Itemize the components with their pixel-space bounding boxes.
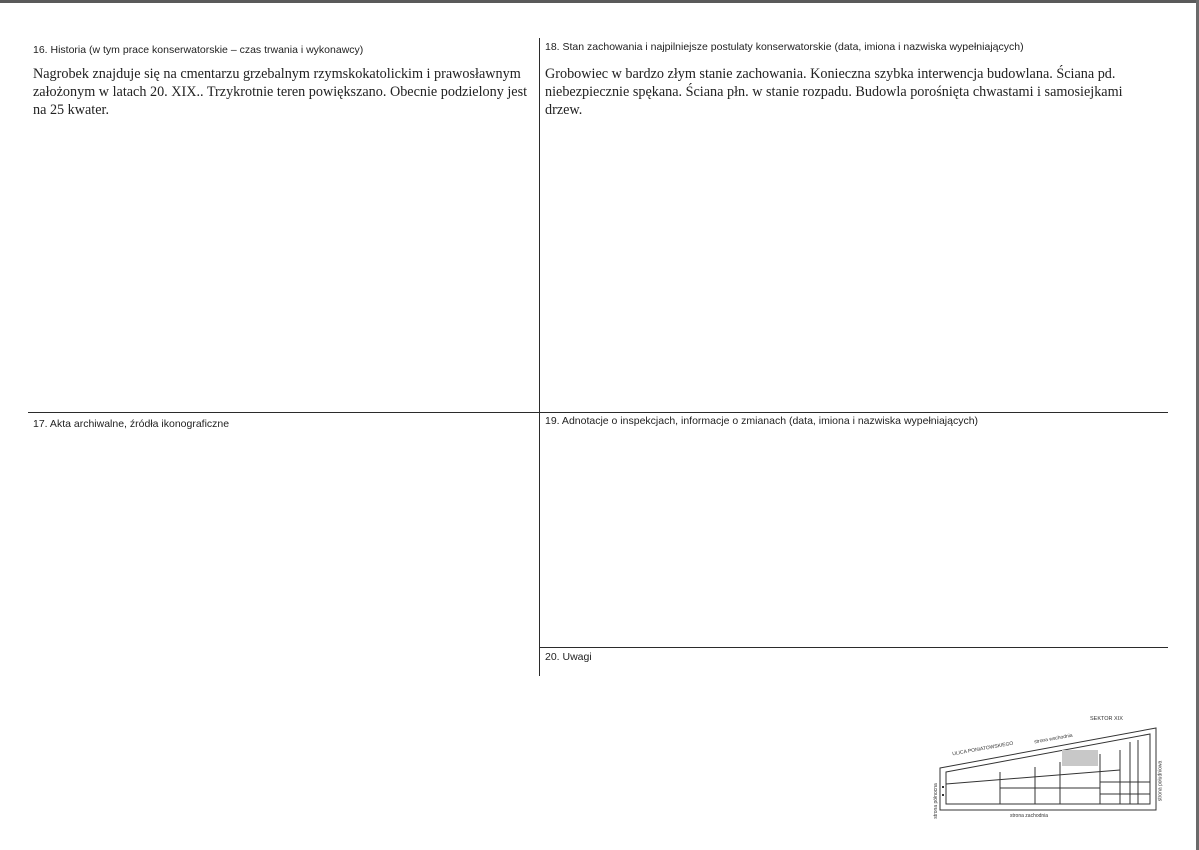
scan-edge-top (0, 0, 1199, 3)
section-18-label: 18. Stan zachowania i najpilniejsze postulaty konserwatorskie (data, imiona i nazwiska wypełniających) (545, 41, 1024, 53)
section-20-label: 20. Uwagi (545, 651, 592, 663)
map-east-label: strona wschodnia (1033, 732, 1074, 746)
map-south-label: strona południowa (1157, 760, 1164, 802)
sector-location-map (920, 712, 1170, 828)
map-title: SEKTOR XIX (1090, 716, 1123, 722)
section-16-text: Nagrobek znajduje się na cmentarzu grzebalnym rzymskokatolickim i prawosławnym założonym w latach 20. XIX.. Trzykrotnie teren powiększano. Obecnie podzielony jest na 25 kwater. (33, 66, 528, 118)
section-17-label: 17. Akta archiwalne, źródła ikonograficzne (33, 418, 230, 430)
map-west-label: strona zachodnia (1010, 813, 1049, 819)
section-16-label: 16. Historia (w tym prace konserwatorskie – czas trwania i wykonawcy) (33, 44, 364, 56)
vertical-divider (539, 38, 540, 676)
section-19-label: 19. Adnotacje o inspekcjach, informacje o zmianach (data, imiona i nazwiska wypełniających) (545, 415, 979, 427)
map-north-label: strona północna (932, 783, 939, 819)
horizontal-divider-middle (28, 412, 1168, 413)
map-street-label: ULICA PONIATOWSKIEGO (951, 740, 1014, 758)
sector-plan-drawing (920, 712, 1170, 828)
horizontal-divider-uwagi (539, 647, 1168, 648)
section-18-text: Grobowiec w bardzo złym stanie zachowania. Konieczna szybka interwencja budowlana. Ściana pd. niebezpiecznie spękana. Ściana płn. w stanie rozpadu. Budowla porośnięta chwastami i samosiejkami drzew. (545, 66, 1123, 118)
highlighted-plot (1062, 750, 1098, 766)
